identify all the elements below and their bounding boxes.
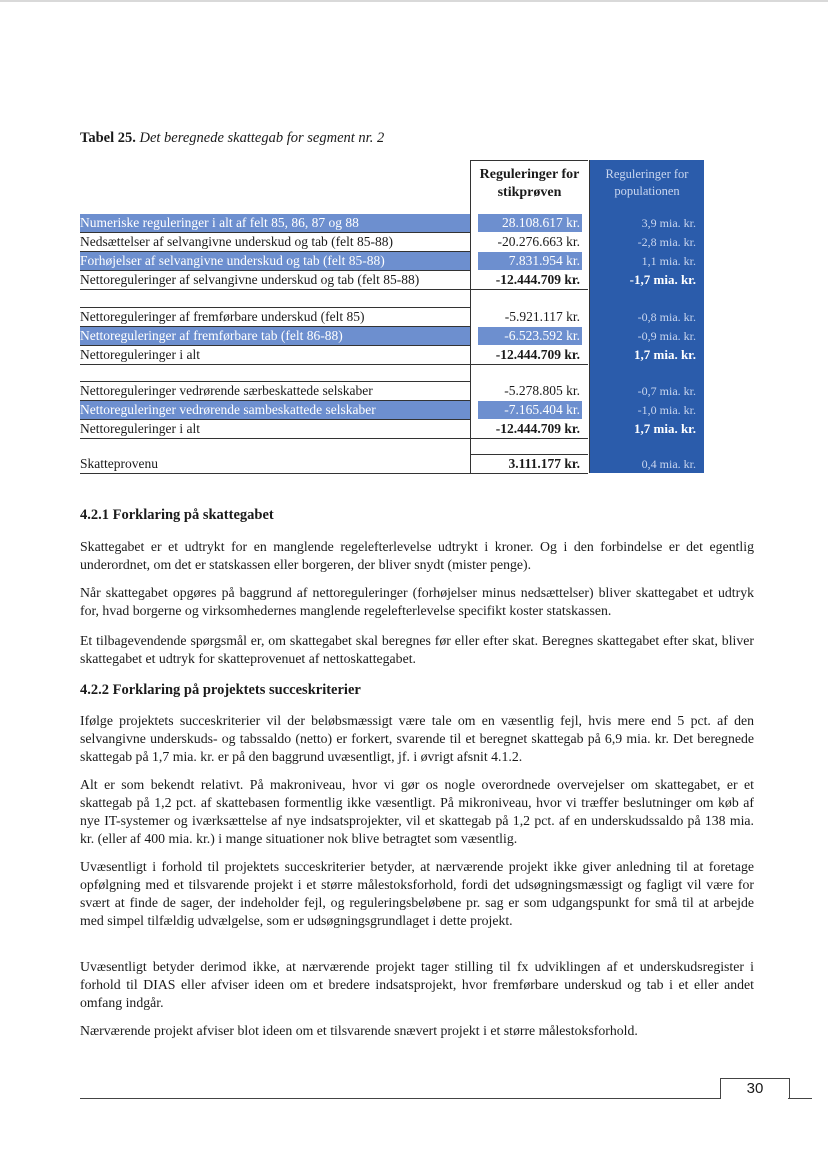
caption-title: Det beregnede skattegab for segment nr. 2 [139, 130, 385, 146]
row-value: -7.165.404 kr. [478, 401, 582, 419]
paragraph: Skattegabet er et udtrykt for en manglende regelefterlevelse udtrykt i kroner. Og i den forbindelse er det egentlig underordnet, om det er statskassen eller borgeren, der bliver snydt (mister penge). [80, 539, 754, 572]
row-value: 3.111.177 kr. [508, 456, 580, 471]
row-label: Nettoreguleringer af selvangivne underskud og tab (felt 85-88) [80, 272, 420, 287]
row-pop: 1,7 mia. kr. [634, 421, 696, 436]
row-pop: -0,8 mia. kr. [637, 310, 696, 324]
row-label: Nettoreguleringer vedrørende sambeskattede selskaber [80, 401, 470, 419]
row-label: Skatteprovenu [80, 456, 158, 471]
value-divider [470, 364, 588, 365]
table-caption [80, 130, 384, 147]
row-value: -5.921.117 kr. [504, 309, 580, 324]
caption-label: Tabel 25. [80, 130, 136, 146]
row-label: Nettoreguleringer i alt [80, 347, 200, 362]
row-label: Nettoreguleringer af fremførbare tab (felt 86-88) [80, 327, 470, 345]
row-value: -12.444.709 kr. [495, 347, 580, 362]
value-divider [470, 289, 588, 290]
section-heading: 4.2.1 Forklaring på skattegabet [80, 507, 274, 523]
footer-rule-tail [788, 1098, 812, 1099]
row-divider [80, 438, 470, 439]
row-pop: 3,9 mia. kr. [641, 216, 696, 230]
header-population: Reguleringer for populationen [605, 167, 689, 198]
row-label: Nettoreguleringer i alt [80, 421, 200, 436]
row-pop: -2,8 mia. kr. [637, 235, 696, 249]
row-value: 28.108.617 kr. [478, 214, 582, 232]
column-top-border [470, 160, 588, 161]
paragraph: Når skattegabet opgøres på baggrund af nettoreguleringer (forhøjelser minus nedsættelser) bliver skattegabet et udtryk for, hvad borgerne og virksomhedernes manglende regelefterlevelse specifikt koster statskassen. [80, 585, 754, 618]
row-pop: -1,7 mia. kr. [629, 272, 696, 287]
paragraph: Uvæsentligt i forhold til projektets succeskriterier betyder, at nærværende projekt ikke giver anledning til at foretage opfølgning med et tilsvarende projekt i et større målestoksforhold, fordi det udsøgningsmæssigt og fagligt vil være for svært at finde de sager, der indeholder fejl, og reguleringsbeløbene pr. sag er som udgangspunkt for små til at arbejde med simpel tilfældig udvælgelse, som er udsøgningsgrundlaget i dette projekt. [80, 859, 754, 928]
row-pop: -1,0 mia. kr. [637, 403, 696, 417]
row-divider [80, 473, 470, 474]
header-stikproeve: Reguleringer for stikprøven [479, 167, 580, 200]
row-pop: 1,7 mia. kr. [634, 347, 696, 362]
row-value: -20.276.663 kr. [497, 234, 580, 249]
row-label: Nedsættelser af selvangivne underskud og tab (felt 85-88) [80, 234, 394, 249]
paragraph: Uvæsentligt betyder derimod ikke, at nærværende projekt tager stilling til fx udviklingen af et underskudsregister i forhold til DIAS eller afviser ideen om et bredere indsatsprojekt, hvor fremførbare underskud og tab i et eller andet omfang indgår. [80, 959, 754, 1010]
value-divider [470, 473, 588, 474]
row-label: Nettoreguleringer af fremførbare underskud (felt 85) [80, 309, 365, 324]
row-pop: -0,7 mia. kr. [637, 384, 696, 398]
row-divider [80, 289, 470, 290]
top-rule [0, 0, 828, 2]
value-divider [470, 438, 588, 439]
row-value: -5.278.805 kr. [504, 383, 580, 398]
row-label: Numeriske reguleringer i alt af felt 85, 86, 87 og 88 [80, 214, 470, 232]
row-label: Nettoreguleringer vedrørende særbeskattede selskaber [80, 383, 373, 398]
row-divider [80, 364, 470, 365]
section-heading: 4.2.2 Forklaring på projektets succeskriterier [80, 682, 361, 698]
row-value: 7.831.954 kr. [478, 252, 582, 270]
page-number: 30 [720, 1078, 790, 1099]
paragraph: Ifølge projektets succeskriterier vil der beløbsmæssigt være tale om en væsentlig fejl, hvis mere end 5 pct. af den selvangivne underskuds- og tabssaldo (netto) er forkert, svarende til et beregnet skattegab på 6,9 mia. kr. Det beregnede skattegab på 1,7 mia. kr. er på den baggrund uvæsentligt, jf. i øvrigt afsnit 4.1.2. [80, 713, 754, 764]
paragraph: Alt er som bekendt relativt. På makroniveau, hvor vi gør os nogle overordnede overvejelser om skattegabet, er et skattegab på 1,2 pct. af skattebasen formentlig ikke væsentligt. På mikroniveau, hvor vi træffer beslutninger om køb af nye IT-systemer og iværksættelse af nye indsatsprojekter, vil et skattegab på 1,2 pct. af en underskudssaldo på 138 mia. kr. (eller af 400 mia. kr.) i mange situationer nok blive betragtet som væsentlig. [80, 777, 754, 846]
row-value: -12.444.709 kr. [495, 272, 580, 287]
footer-rule [80, 1098, 720, 1099]
row-pop: -0,9 mia. kr. [637, 329, 696, 343]
paragraph: Et tilbagevendende spørgsmål er, om skattegabet skal beregnes før eller efter skat. Beregnes skattegabet efter skat, bliver skattegabet et udtryk for skatteprovenuet af nettoskattegabet. [80, 633, 754, 666]
row-label: Forhøjelser af selvangivne underskud og tab (felt 85-88) [80, 252, 470, 270]
row-value: -6.523.592 kr. [478, 327, 582, 345]
row-pop: 0,4 mia. kr. [641, 457, 696, 471]
row-pop: 1,1 mia. kr. [641, 254, 696, 268]
paragraph: Nærværende projekt afviser blot ideen om et tilsvarende snævert projekt i et større målestoksforhold. [80, 1023, 638, 1038]
row-value: -12.444.709 kr. [495, 421, 580, 436]
